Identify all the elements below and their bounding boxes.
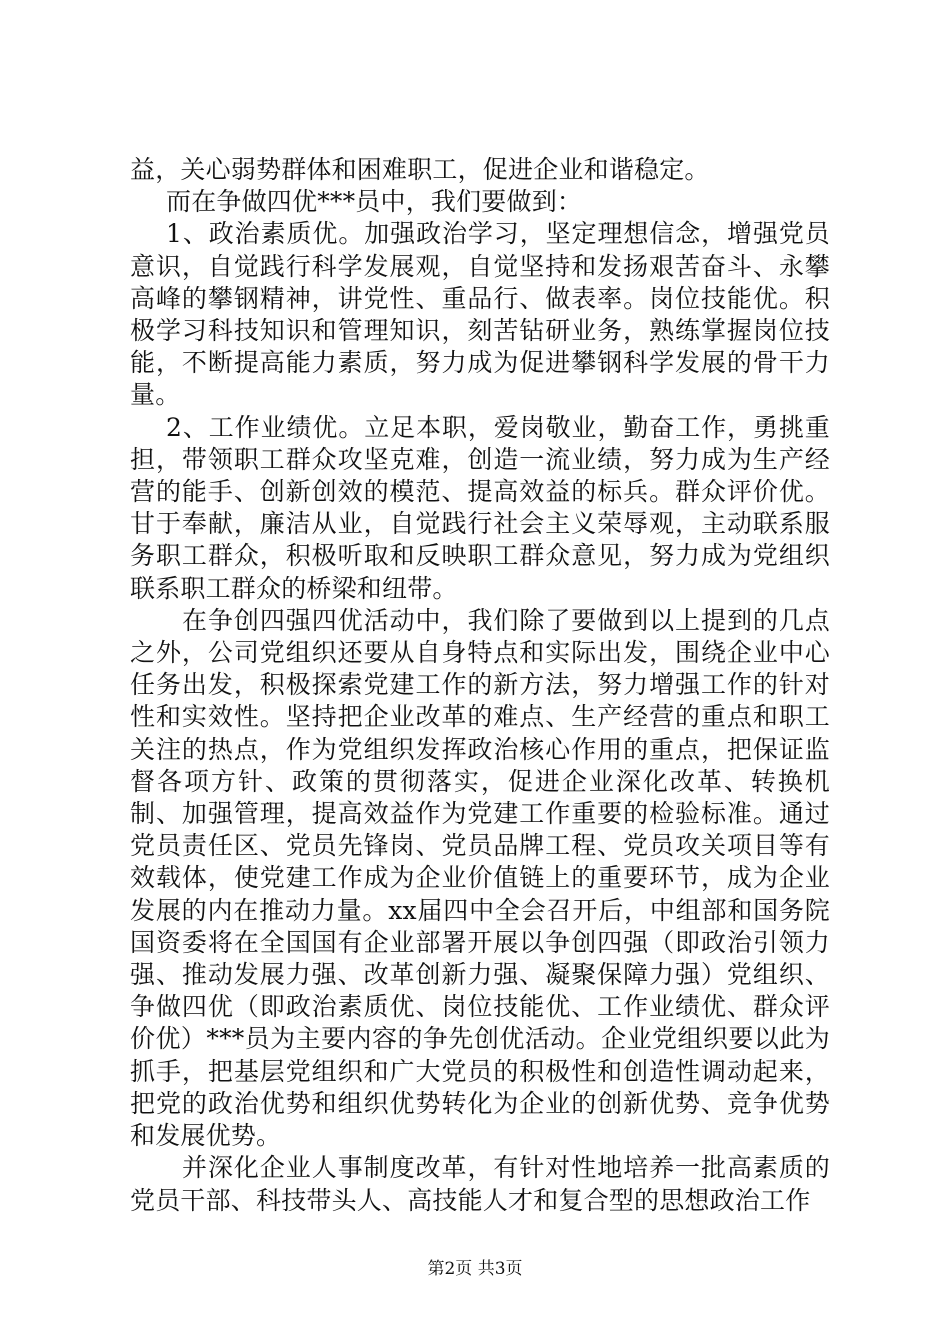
paragraph-4: 2、工作业绩优。立足本职，爱岗敬业，勤奋工作，勇挑重担，带领职工群众攻坚克难，创造一流业绩，努力成为生产经营的能手、创新创效的模范、提高效益的标兵。群众评价优。甘于奉献，廉洁从业，自觉践行社会主义荣辱观，主动联系服务职工群众，积极听取和反映职工群众意见，努力成为党组织联系职工群众的桥梁和纽带。 (130, 412, 830, 603)
paragraph-3: 1、政治素质优。加强政治学习，坚定理想信念，增强党员意识，自觉践行科学发展观，自觉坚持和发扬艰苦奋斗、永攀高峰的攀钢精神，讲党性、重品行、做表率。岗位技能优。积极学习科技知识和管理知识，刻苦钻研业务，熟练掌握岗位技能，不断提高能力素质，努力成为促进攀钢科学发展的骨干力量。 (130, 219, 830, 410)
paragraph-2: 而在争做四优***员中，我们要做到： (166, 187, 583, 217)
document-body (130, 154, 830, 1217)
page-number-footer: 第2页 共3页 (427, 1259, 523, 1279)
paragraph-1: 益，关心弱势群体和困难职工，促进企业和谐稳定。 (130, 155, 710, 184)
paragraph-5: 在争创四强四优活动中，我们除了要做到以上提到的几点之外，公司党组织还要从自身特点和实际出发，围绕企业中心任务出发，积极探索党建工作的新方法，努力增强工作的针对性和实效性。坚持把企业改革的难点、生产经营的重点和职工关注的热点，作为党组织发挥政治核心作用的重点，把保证监督各项方针、政策的贯彻落实，促进企业深化改革、转换机制、加强管理，提高效益作为党建工作重要的检验标准。通过党员责任区、党员先锋岗、党员品牌工程、党员攻关项目等有效载体，使党建工作成为企业价值链上的重要环节，成为企业发展的内在推动力量。xx届四中全会召开后，中组部和国务院国资委将在全国国有企业部署开展以争创四强（即政治引领力强、推动发展力强、改革创新力强、凝聚保障力强）党组织、争做四优（即政治素质优、岗位技能优、工作业绩优、群众评价优）***员为主要内容的争先创优活动。企业党组织要以此为抓手，把基层党组织和广大党员的积极性和创造性调动起来，把党的政治优势和组织优势转化为企业的创新优势、竞争优势和发展优势。 (130, 605, 830, 1151)
paragraph-6: 并深化企业人事制度改革，有针对性地培养一批高素质的党员干部、科技带头人、高技能人才和复合型的思想政治工作 (130, 1153, 830, 1215)
